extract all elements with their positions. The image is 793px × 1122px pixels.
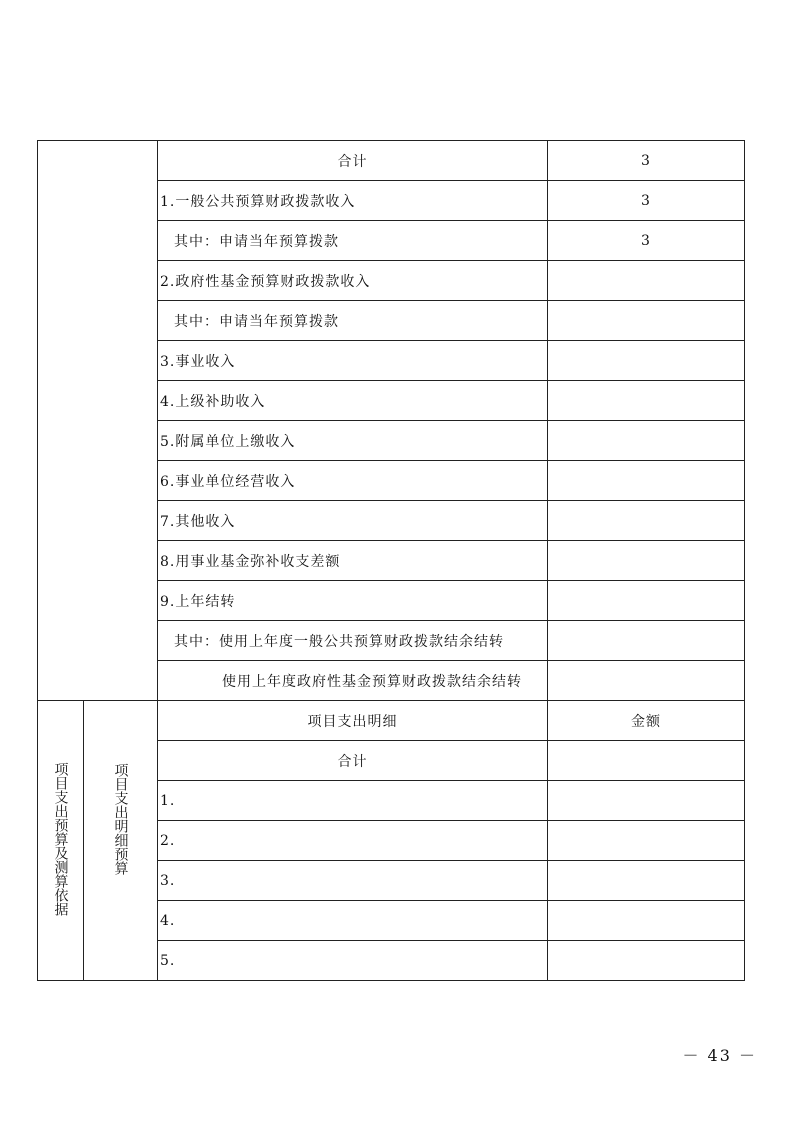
income-row-amount xyxy=(548,421,745,461)
expense-item-label: 4. xyxy=(158,901,548,941)
income-row-amount: 3 xyxy=(548,221,745,261)
income-row-label: 其中：使用上年度一般公共预算财政拨款结余结转 xyxy=(158,621,548,661)
expense-section-cell xyxy=(38,701,84,981)
income-total-row xyxy=(38,141,745,181)
income-row-amount xyxy=(548,261,745,301)
income-row-label: 3.事业收入 xyxy=(158,341,548,381)
expense-item-amount xyxy=(548,901,745,941)
budget-table xyxy=(37,140,745,981)
expense-subsection-label: 项目支出明细预算 xyxy=(112,762,129,875)
expense-item-label: 5. xyxy=(158,941,548,981)
income-row-amount xyxy=(548,621,745,661)
expense-section-label: 项目支出预算及测算依据 xyxy=(52,761,69,916)
income-row-label: 1.一般公共预算财政拨款收入 xyxy=(158,181,548,221)
income-row-label: 7.其他收入 xyxy=(158,501,548,541)
expense-header-row xyxy=(38,701,745,741)
income-row-label: 其中：申请当年预算拨款 xyxy=(158,301,548,341)
income-row-label: 4.上级补助收入 xyxy=(158,381,548,421)
income-row-amount xyxy=(548,461,745,501)
income-row-label: 其中：申请当年预算拨款 xyxy=(158,221,548,261)
expense-detail-header: 项目支出明细 xyxy=(158,701,548,741)
income-total-label: 合计 xyxy=(158,141,548,181)
expense-total-label: 合计 xyxy=(158,741,548,781)
expense-item-label: 3. xyxy=(158,861,548,901)
income-row-label: 2.政府性基金预算财政拨款收入 xyxy=(158,261,548,301)
income-row-amount xyxy=(548,541,745,581)
income-row-label: 使用上年度政府性基金预算财政拨款结余结转 xyxy=(158,661,548,701)
income-row-amount xyxy=(548,301,745,341)
income-row-amount xyxy=(548,661,745,701)
income-row-amount: 3 xyxy=(548,181,745,221)
expense-item-label: 2. xyxy=(158,821,548,861)
expense-amount-header: 金额 xyxy=(548,701,745,741)
income-row-label: 8.用事业基金弥补收支差额 xyxy=(158,541,548,581)
income-total-amount: 3 xyxy=(548,141,745,181)
income-row-label: 6.事业单位经营收入 xyxy=(158,461,548,501)
income-row-label: 9.上年结转 xyxy=(158,581,548,621)
page-number: － 43 － xyxy=(682,1046,757,1065)
expense-total-amount xyxy=(548,741,745,781)
income-row-amount xyxy=(548,581,745,621)
expense-subsection-cell xyxy=(84,701,158,981)
expense-item-amount xyxy=(548,781,745,821)
expense-item-amount xyxy=(548,941,745,981)
income-row-amount xyxy=(548,381,745,421)
expense-item-amount xyxy=(548,821,745,861)
income-row-amount xyxy=(548,501,745,541)
income-row-label: 5.附属单位上缴收入 xyxy=(158,421,548,461)
expense-item-label: 1. xyxy=(158,781,548,821)
expense-item-amount xyxy=(548,861,745,901)
income-section-cell xyxy=(38,141,158,701)
income-row-amount xyxy=(548,341,745,381)
